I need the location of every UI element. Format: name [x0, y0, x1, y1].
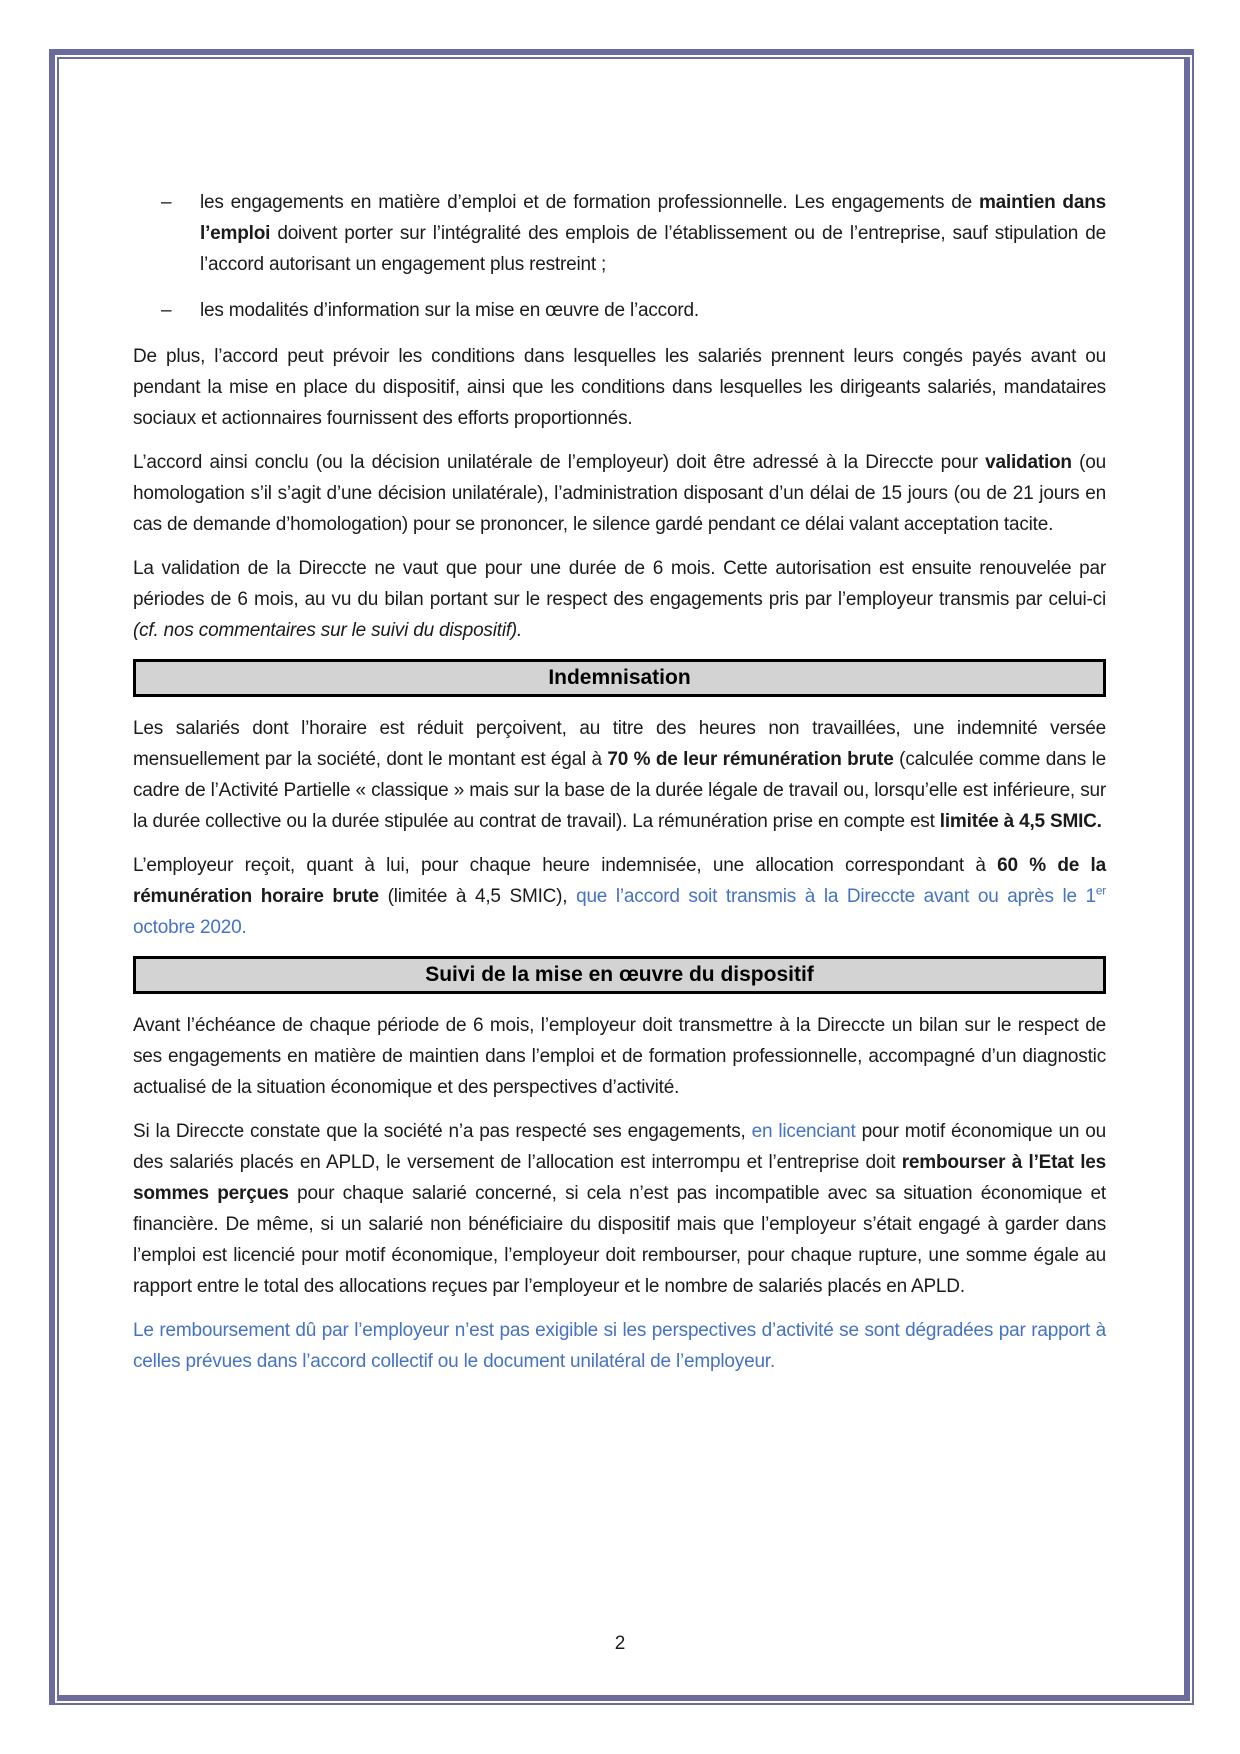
paragraph-remboursement: Le remboursement dû par l’employeur n’est pas exigible si les perspectives d’activité se sont dégradées par rapport à celles prévues dans l’accord collectif ou le document unilatéral de l’employeur.	[133, 1320, 1112, 1372]
bullet-dash: –	[161, 300, 172, 321]
section-header-suivi: Suivi de la mise en œuvre du dispositif	[133, 956, 1106, 994]
list-item-text: les engagements en matière d’emploi et de formation professionnelle. Les engagements de maintien dans l’emploi doivent porter sur l’intégralité des emplois de l’établissement ou de l’entreprise, sauf stipulation de l’accord autorisant un engagement plus restreint ;	[200, 192, 1112, 275]
paragraph-employeur-allocation: L’employeur reçoit, quant à lui, pour chaque heure indemnisée, une allocation correspondant à 60 % de la rémunération horaire brute (limitée à 4,5 SMIC), que l’accord soit transmis à la Direccte avant ou après le 1er octobre 2020.	[133, 855, 1112, 938]
paragraph-si-direccte: Si la Direccte constate que la société n’a pas respecté ses engagements, en licenciant pour motif économique un ou des salariés placés en APLD, le versement de l’allocation est interrompu et l’entreprise doit rembourser à l’Etat les sommes perçues pour chaque salarié concerné, si cela n’est pas incompatible avec sa situation économique et financière. De même, si un salarié non bénéficiaire du dispositif mais que l’employeur s’était engagé à garder dans l’emploi est licencié pour motif économique, l’employeur doit rembourser, pour chaque rupture, une somme égale au rapport entre le total des allocations reçues par l’employeur et le nombre de salariés placés en APLD.	[133, 1121, 1112, 1297]
section-header-indemnisation: Indemnisation	[133, 659, 1106, 697]
page-number: 2	[614, 1633, 626, 1654]
page-border-inner	[57, 57, 1190, 1701]
bullet-dash: –	[161, 192, 172, 213]
paragraph-avant-echeance: Avant l’échéance de chaque période de 6 mois, l’employeur doit transmettre à la Direccte un bilan sur le respect de ses engagements en matière de maintien dans l’emploi et de formation professionnelle, accompagné d’un diagnostic actualisé de la situation économique et des perspectives d’activité.	[133, 1015, 1112, 1098]
page-border-outer	[49, 49, 1194, 1705]
list-item-text: les modalités d’information sur la mise en œuvre de l’accord.	[200, 300, 699, 321]
paragraph-de-plus: De plus, l’accord peut prévoir les conditions dans lesquelles les salariés prennent leurs congés payés avant ou pendant la mise en place du dispositif, ainsi que les conditions dans lesquelles les dirigeants salariés, mandataires sociaux et actionnaires fournissent des efforts proportionnés.	[133, 346, 1112, 429]
list-item	[133, 295, 1106, 326]
document-content	[59, 59, 1184, 1377]
list-item	[133, 187, 1112, 280]
paragraph-validation-direccte: La validation de la Direccte ne vaut que pour une durée de 6 mois. Cette autorisation est ensuite renouvelée par périodes de 6 mois, au vu du bilan portant sur le respect des engagements pris par l’employeur transmis par celui-ci (cf. nos commentaires sur le suivi du dispositif).	[133, 558, 1112, 641]
paragraph-accord-conclu: L’accord ainsi conclu (ou la décision unilatérale de l’employeur) doit être adressé à la Direccte pour validation (ou homologation s’il s’agit d’une décision unilatérale), l’administration disposant d’un délai de 15 jours (ou de 21 jours en cas de demande d’homologation) pour se prononcer, le silence gardé pendant ce délai valant acceptation tacite.	[133, 452, 1112, 535]
paragraph-salaries-indemnite: Les salariés dont l’horaire est réduit perçoivent, au titre des heures non travaillées, une indemnité versée mensuellement par la société, dont le montant est égal à 70 % de leur rémunération brute (calculée comme dans le cadre de l’Activité Partielle « classique » mais sur la base de la durée légale de travail ou, lorsqu’elle est inférieure, sur la durée collective ou la durée stipulée au contrat de travail). La rémunération prise en compte est limitée à 4,5 SMIC.	[133, 718, 1112, 832]
